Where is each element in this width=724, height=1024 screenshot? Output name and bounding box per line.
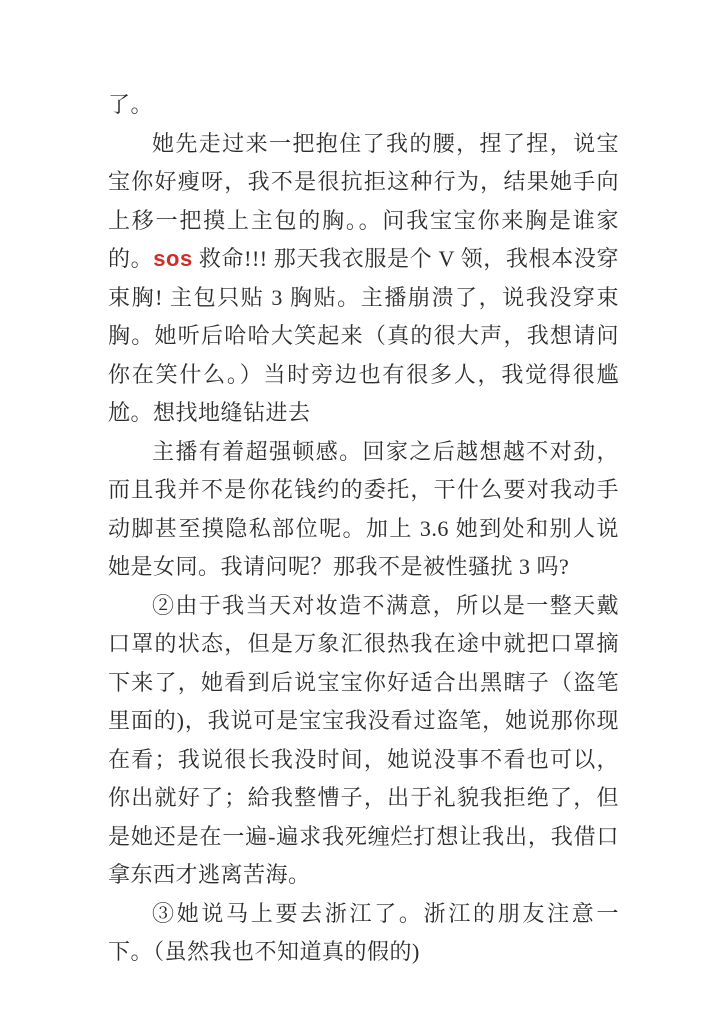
text-run: ②由于我当天对妆造不满意，所以是一整天戴口罩的状态，但是万象汇很热我在途中就把口罩摘下来了，她看到后说宝宝你好适合出黑瞎子（盗笔里面的)，我说可是宝宝我没看过盗笔，她说那你现在看；我说很长我没时间，她说没事不看也可以，你出就好了；給我整慒子，出于礼貌我拒绝了，但是她还是在一遍-遍求我死缠烂打想让我出，我借口拿东西才逃离苦海。 bbox=[108, 592, 619, 887]
text-run: 主播有着超强顿感。回家之后越想越不对劲，而且我并不是你花钱约的委托，干什么要对我动手动脚甚至摸隐私部位呢。加上 3.6 她到处和别人说她是女同。我请问呢？那我不是被性骚扰 3 吗? bbox=[108, 438, 619, 579]
sos-highlight: sos bbox=[153, 246, 193, 271]
text-run: ③她说马上要去浙江了。浙江的朋友注意一下。（虽然我也不知道真的假的) bbox=[108, 900, 619, 964]
paragraph bbox=[108, 86, 619, 125]
text-run: 了。 bbox=[108, 92, 154, 117]
text-run: 救命!!! 那天我衣服是个 V 领，我根本没穿束胸! 主包只贴 3 胸贴。主播崩溃了，说我没穿束胸。她听后哈哈大笑起来（真的很大声，我想请问你在笑什么。）当时旁边也有很多人，我觉得很尴尬。想找地缝钻进去 bbox=[108, 246, 619, 425]
text-run: 她先走过来一把抱住了我的腰，捏了捏，说宝宝你好瘦呀，我不是很抗拒这种行为，结果她手向上移一把摸上主包的胸。。问我宝宝你来胸是谁家的。 bbox=[108, 130, 619, 271]
paragraph bbox=[108, 895, 619, 972]
document-body bbox=[108, 86, 619, 972]
paragraph bbox=[108, 125, 619, 433]
paragraph bbox=[108, 433, 619, 587]
paragraph bbox=[108, 587, 619, 895]
